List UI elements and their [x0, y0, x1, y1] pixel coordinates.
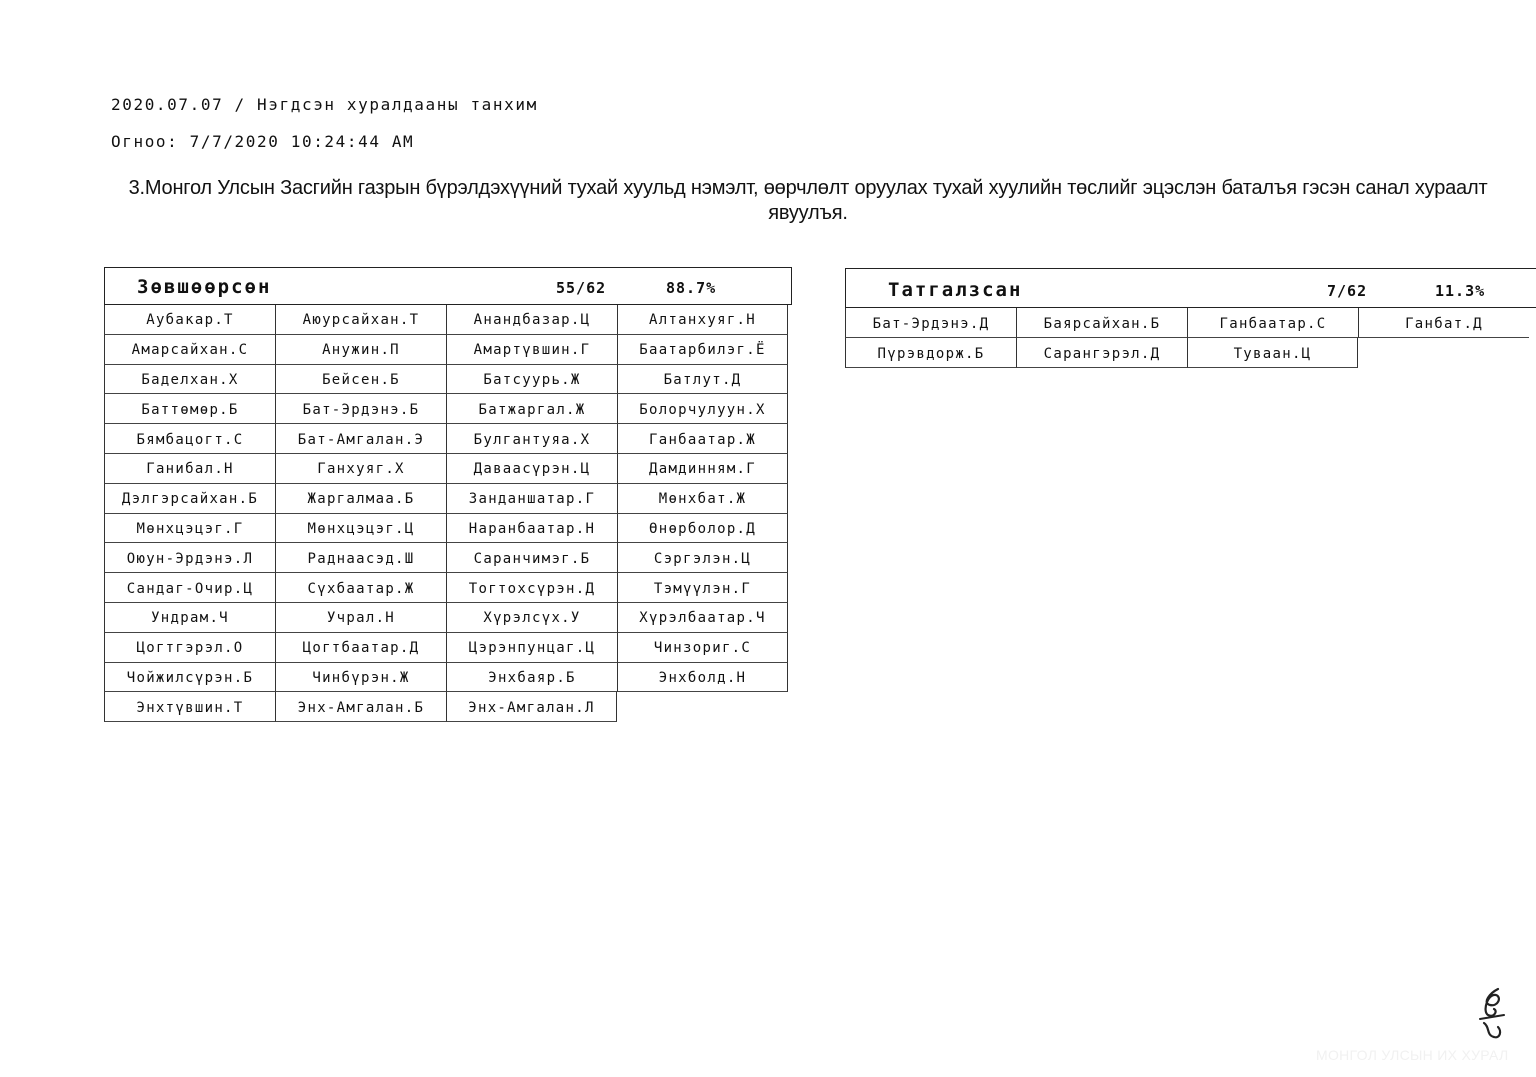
approve-name-cell: Бейсен.Б	[275, 365, 446, 395]
approve-percent: 88.7%	[666, 279, 717, 297]
approve-name-cell: Учрал.Н	[275, 603, 446, 633]
approve-name-cell: Ганибал.Н	[104, 454, 275, 484]
approve-name-cell: Дамдинням.Г	[617, 454, 788, 484]
approve-name-cell: Мөнхцэцэг.Ц	[275, 514, 446, 544]
approve-name-cell: Хүрэлсүх.У	[446, 603, 617, 633]
approve-name-cell: Баделхан.Х	[104, 365, 275, 395]
approve-name-cell: Батлут.Д	[617, 365, 788, 395]
approve-name-cell: Сандаг-Очир.Ц	[104, 573, 275, 603]
approve-name-cell: Энхбаяр.Б	[446, 663, 617, 693]
approve-name-cell: Чинбүрэн.Ж	[275, 663, 446, 693]
reject-count: 7/62	[1327, 282, 1368, 300]
approve-name-cell: Булгантуяа.Х	[446, 424, 617, 454]
approve-name-cell: Баттөмөр.Б	[104, 394, 275, 424]
approve-name-cell: Занданшатар.Г	[446, 484, 617, 514]
approve-name-cell: Баатарбилэг.Ё	[617, 335, 788, 365]
reject-name-cell: Сарангэрэл.Д	[1016, 338, 1187, 368]
approve-name-cell: Дэлгэрсайхан.Б	[104, 484, 275, 514]
approve-name-cell: Энх-Амгалан.Б	[275, 692, 446, 722]
reject-header	[845, 268, 1536, 308]
reject-block	[845, 268, 1536, 368]
reject-name-grid	[845, 308, 1536, 368]
approve-name-grid	[104, 305, 792, 722]
approve-name-cell: Энх-Амгалан.Л	[446, 692, 617, 722]
approve-name-cell: Амартүвшин.Г	[446, 335, 617, 365]
approve-name-cell: Батсуурь.Ж	[446, 365, 617, 395]
approve-header	[104, 267, 792, 305]
approve-name-cell: Цогтбаатар.Д	[275, 633, 446, 663]
approve-name-cell: Жаргалмаа.Б	[275, 484, 446, 514]
reject-name-cell: Ганбаатар.С	[1187, 308, 1358, 338]
approve-name-cell: Болорчулуун.Х	[617, 394, 788, 424]
approve-name-cell: Бат-Амгалан.Э	[275, 424, 446, 454]
date-line: Огноо: 7/7/2020 10:24:44 AM	[111, 132, 415, 151]
approve-name-cell: Саранчимэг.Б	[446, 543, 617, 573]
approve-name-cell: Бат-Эрдэнэ.Б	[275, 394, 446, 424]
approve-name-cell: Хүрэлбаатар.Ч	[617, 603, 788, 633]
approve-name-cell: Амарсайхан.С	[104, 335, 275, 365]
approve-name-cell: Аубакар.Т	[104, 305, 275, 335]
approve-name-cell: Аюурсайхан.Т	[275, 305, 446, 335]
approve-name-cell: Ундрам.Ч	[104, 603, 275, 633]
reject-name-cell: Пүрэвдорж.Б	[845, 338, 1016, 368]
approve-name-cell: Сэргэлэн.Ц	[617, 543, 788, 573]
approve-name-cell: Ганбаатар.Ж	[617, 424, 788, 454]
approve-name-cell: Тогтохсүрэн.Д	[446, 573, 617, 603]
approve-name-cell: Сүхбаатар.Ж	[275, 573, 446, 603]
reject-name-cell: Туваан.Ц	[1187, 338, 1358, 368]
approve-name-cell: Энхтүвшин.Т	[104, 692, 275, 722]
reject-name-cell: Баярсайхан.Б	[1016, 308, 1187, 338]
approve-count: 55/62	[556, 279, 607, 297]
approve-name-cell: Цэрэнпунцаг.Ц	[446, 633, 617, 663]
approve-name-cell: Анужин.П	[275, 335, 446, 365]
approve-name-cell: Наранбаатар.Н	[446, 514, 617, 544]
approve-title: Зөвшөөрсөн	[137, 276, 272, 298]
approve-name-cell: Чойжилсүрэн.Б	[104, 663, 275, 693]
session-line: 2020.07.07 / Нэгдсэн хуралдааны танхим	[111, 95, 538, 114]
approve-name-cell: Өнөрболор.Д	[617, 514, 788, 544]
approve-name-cell: Бямбацогт.С	[104, 424, 275, 454]
reject-percent: 11.3%	[1435, 282, 1486, 300]
approve-name-cell: Оюун-Эрдэнэ.Л	[104, 543, 275, 573]
approve-name-cell: Даваасүрэн.Ц	[446, 454, 617, 484]
approve-name-cell: Ганхуяг.Х	[275, 454, 446, 484]
reject-name-cell: Бат-Эрдэнэ.Д	[845, 308, 1016, 338]
signature-mark	[1468, 985, 1518, 1045]
approve-name-cell: Тэмүүлэн.Г	[617, 573, 788, 603]
approve-block	[104, 267, 792, 722]
reject-name-cell: Ганбат.Д	[1358, 308, 1529, 338]
reject-title: Татгалзсан	[888, 279, 1023, 301]
question-text: 3.Монгол Улсын Засгийн газрын бүрэлдэхүүний тухай хуульд нэмэлт, өөрчлөлт оруулах тухай хуулийн төслийг эцэслэн баталъя гэсэн санал хураалт явуулъя.	[128, 177, 1488, 224]
approve-name-cell: Алтанхуяг.Н	[617, 305, 788, 335]
approve-name-cell: Мөнхбат.Ж	[617, 484, 788, 514]
watermark: МОНГОЛ УЛСЫН ИХ ХУРАЛ	[1316, 1047, 1509, 1063]
approve-name-cell: Анандбазар.Ц	[446, 305, 617, 335]
approve-name-cell: Энхболд.Н	[617, 663, 788, 693]
approve-name-cell: Раднаасэд.Ш	[275, 543, 446, 573]
approve-name-cell: Мөнхцэцэг.Г	[104, 514, 275, 544]
approve-name-cell: Цогтгэрэл.О	[104, 633, 275, 663]
approve-name-cell: Батжаргал.Ж	[446, 394, 617, 424]
approve-name-cell: Чинзориг.С	[617, 633, 788, 663]
